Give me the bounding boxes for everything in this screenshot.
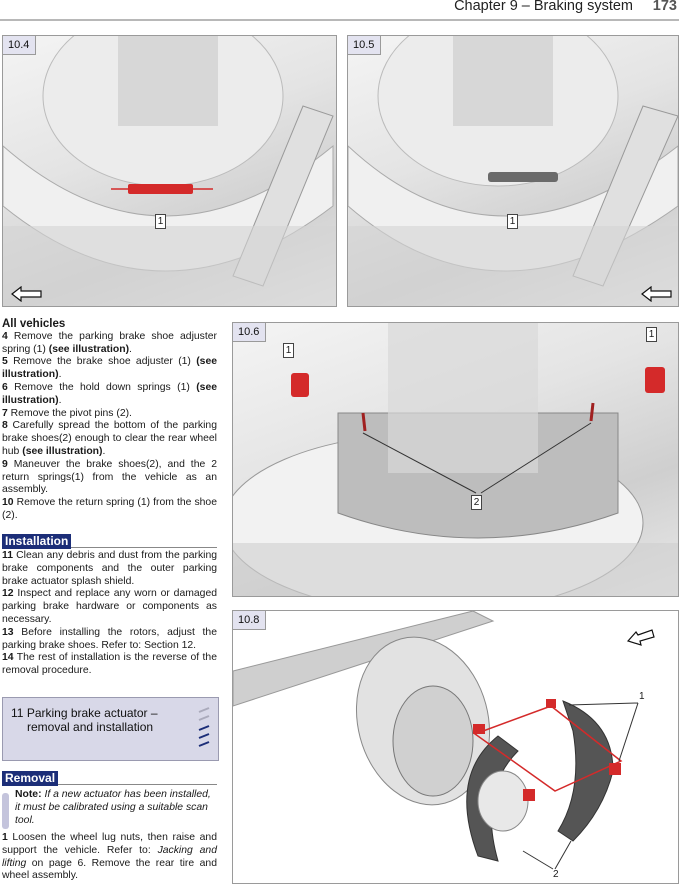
callout-2: 2	[471, 495, 482, 510]
removal-section	[2, 832, 217, 883]
figure-10-4	[2, 35, 337, 307]
installation-section	[2, 550, 217, 678]
note-block: Note: If a new actuator has been installed, it must be calibrated using a suitable scan tool.	[2, 789, 217, 827]
step-12: 12 Inspect and replace any worn or damaged parking brake hardware or components as necessary.	[2, 588, 217, 625]
callout-1-left: 1	[283, 343, 294, 358]
step-6: 6 Remove the hold down springs (1) (see illustration).	[2, 381, 217, 406]
step-14: 14 The rest of installation is the reverse of the removal procedure.	[2, 652, 217, 677]
figure-label: 10.6	[233, 323, 266, 342]
step-10: 10 Remove the return spring (1) from the shoe (2).	[2, 497, 217, 521]
figure-label: 10.8	[233, 611, 266, 630]
step-13: 13 Before installing the rotors, adjust the parking brake shoes. Refer to: Section 12.	[2, 626, 217, 651]
section-11-title-box	[2, 697, 219, 761]
direction-arrow-left-icon	[641, 286, 673, 302]
all-vehicles-section	[2, 318, 217, 523]
callout-1: 1	[155, 214, 166, 229]
direction-arrow-left-icon	[11, 286, 43, 302]
step-8: 8 Carefully spread the bottom of the parking brake shoes(2) enough to clear the rear wheel hub (see illustration).	[2, 420, 217, 457]
installation-heading: Installation	[2, 532, 217, 548]
header-divider	[0, 19, 679, 21]
figure-10-6	[232, 322, 679, 597]
removal-heading: Removal	[2, 769, 217, 785]
page-header	[0, 0, 679, 20]
chapter-title: Chapter 9 – Braking system	[454, 0, 633, 14]
brake-illustration	[233, 611, 678, 883]
brake-illustration	[348, 36, 678, 306]
figure-label: 10.5	[348, 36, 381, 55]
page-number: 173	[652, 0, 677, 14]
step-11: 11 Clean any debris and dust from the parking brake components and the outer parking brake actuator splash shield.	[2, 550, 217, 587]
step-5: 5 Remove the brake shoe adjuster (1) (see illustration).	[2, 356, 217, 381]
step-1: 1 Loosen the wheel lug nuts, then raise and support the vehicle. Refer to: Jacking and lifting on page 6. Remove the rear tire and wheel assembly.	[2, 832, 217, 882]
step-7: 7 Remove the pivot pins (2).	[2, 407, 132, 419]
wrench-difficulty-icon	[196, 704, 212, 754]
callout-1: 1	[639, 691, 645, 702]
callout-1: 1	[507, 214, 518, 229]
brake-illustration	[233, 323, 678, 596]
callout-2: 2	[553, 869, 559, 880]
step-9: 9 Maneuver the brake shoes(2), and the 2 return springs(1) from the vehicle as an assembly.	[2, 458, 217, 496]
note-bar	[2, 793, 9, 829]
subsection-heading: All vehicles	[2, 318, 66, 330]
figure-10-5	[347, 35, 679, 307]
step-4: 4 Remove the parking brake shoe adjuster spring (1) (see illustration).	[2, 330, 217, 355]
callout-1-right: 1	[646, 327, 657, 342]
figure-10-8	[232, 610, 679, 884]
brake-illustration	[3, 36, 336, 306]
direction-arrow-up-left-icon	[626, 628, 656, 648]
figure-label: 10.4	[3, 36, 36, 55]
section-title: 11 Parking brake actuator – removal and installation	[11, 706, 158, 734]
